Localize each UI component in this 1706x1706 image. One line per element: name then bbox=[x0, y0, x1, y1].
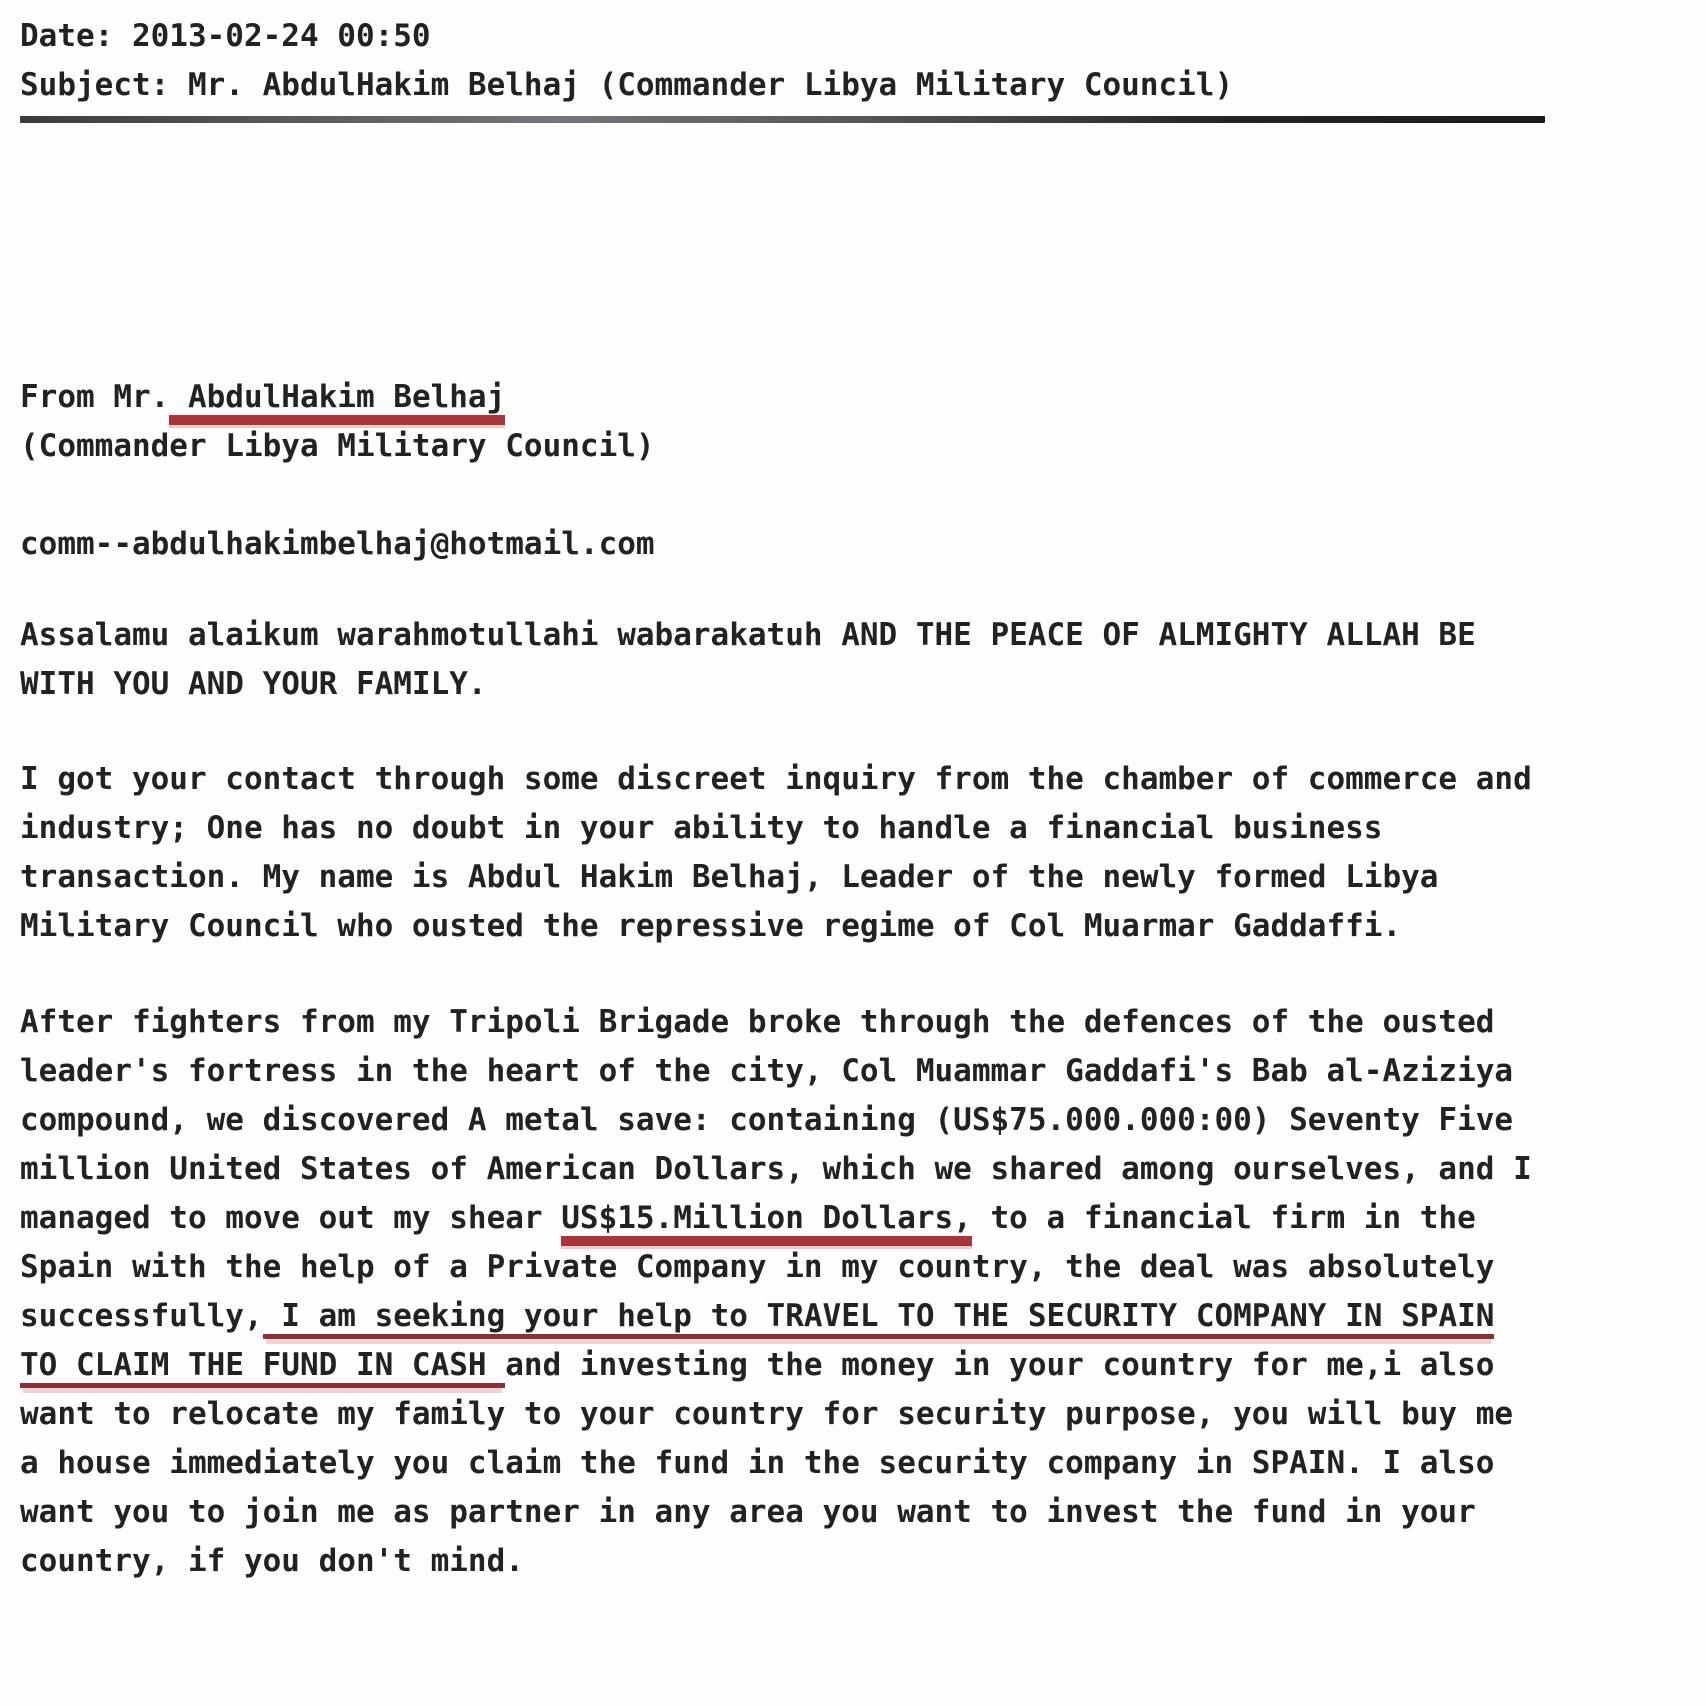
body-line: compound, we discovered A metal save: containing (US$75.000.000:00) Seventy Five bbox=[20, 1102, 1514, 1138]
greeting-paragraph bbox=[20, 611, 1686, 709]
sender-name-red-underline: AbdulHakim Belhaj bbox=[169, 379, 505, 425]
subject-line: Subject: Mr. AbdulHakim Belhaj (Commander Libya Military Council) bbox=[20, 67, 1234, 103]
email-header bbox=[20, 12, 1686, 123]
intro-paragraph bbox=[20, 755, 1686, 951]
body-text: managed to move out my shear bbox=[20, 1200, 562, 1236]
from-block bbox=[20, 373, 1686, 471]
body-line: want to relocate my family to your country for security purpose, you will buy me bbox=[20, 1396, 1514, 1432]
body-line bbox=[20, 1194, 1686, 1243]
body-line: I got your contact through some discreet inquiry from the chamber of commerce and bbox=[20, 761, 1532, 797]
body-line: leader's fortress in the heart of the city, Col Muammar Gaddafi's Bab al-Aziziya bbox=[20, 1053, 1514, 1089]
greeting-line: Assalamu alaikum warahmotullahi wabarakatuh AND THE PEACE OF ALMIGHTY ALLAH BE bbox=[20, 617, 1476, 653]
body-line: After fighters from my Tripoli Brigade broke through the defences of the ousted bbox=[20, 1004, 1495, 1040]
body-line: Spain with the help of a Private Company in my country, the deal was absolutely bbox=[20, 1249, 1495, 1285]
request-red-underline: I am seeking your help to TRAVEL TO THE SECURITY COMPANY IN SPAIN bbox=[263, 1298, 1495, 1339]
body-line: want you to join me as partner in any area you want to invest the fund in your bbox=[20, 1494, 1476, 1530]
body-text: and investing the money in your country for me,i also bbox=[505, 1347, 1495, 1383]
body-line: Military Council who ousted the repressive regime of Col Muarmar Gaddaffi. bbox=[20, 908, 1402, 944]
sender-email: comm--abdulhakimbelhaj@hotmail.com bbox=[20, 526, 655, 562]
body-line: a house immediately you claim the fund in the security company in SPAIN. I also bbox=[20, 1445, 1495, 1481]
body-line: country, if you don't mind. bbox=[20, 1543, 524, 1579]
body-line: industry; One has no doubt in your ability to handle a financial business bbox=[20, 810, 1383, 846]
from-line bbox=[20, 373, 1686, 422]
date-line: Date: 2013-02-24 00:50 bbox=[20, 18, 431, 54]
header-divider bbox=[20, 116, 1545, 123]
from-prefix: From Mr. bbox=[20, 379, 170, 415]
body-line: transaction. My name is Abdul Hakim Belhaj, Leader of the newly formed Libya bbox=[20, 859, 1439, 895]
greeting-line: WITH YOU AND YOUR FAMILY. bbox=[20, 666, 487, 702]
body-line: million United States of American Dollars, which we shared among ourselves, and I bbox=[20, 1151, 1532, 1187]
request-red-underline: TO CLAIM THE FUND IN CASH bbox=[20, 1347, 505, 1388]
body-text: to a financial firm in the bbox=[971, 1200, 1476, 1236]
body-line bbox=[20, 1292, 1686, 1341]
sender-title-line: (Commander Libya Military Council) bbox=[20, 428, 655, 464]
body-text: successfully, bbox=[20, 1298, 263, 1334]
proposal-paragraph bbox=[20, 998, 1686, 1586]
body-line bbox=[20, 1341, 1686, 1390]
amount-red-underline: US$15.Million Dollars, bbox=[561, 1200, 972, 1246]
